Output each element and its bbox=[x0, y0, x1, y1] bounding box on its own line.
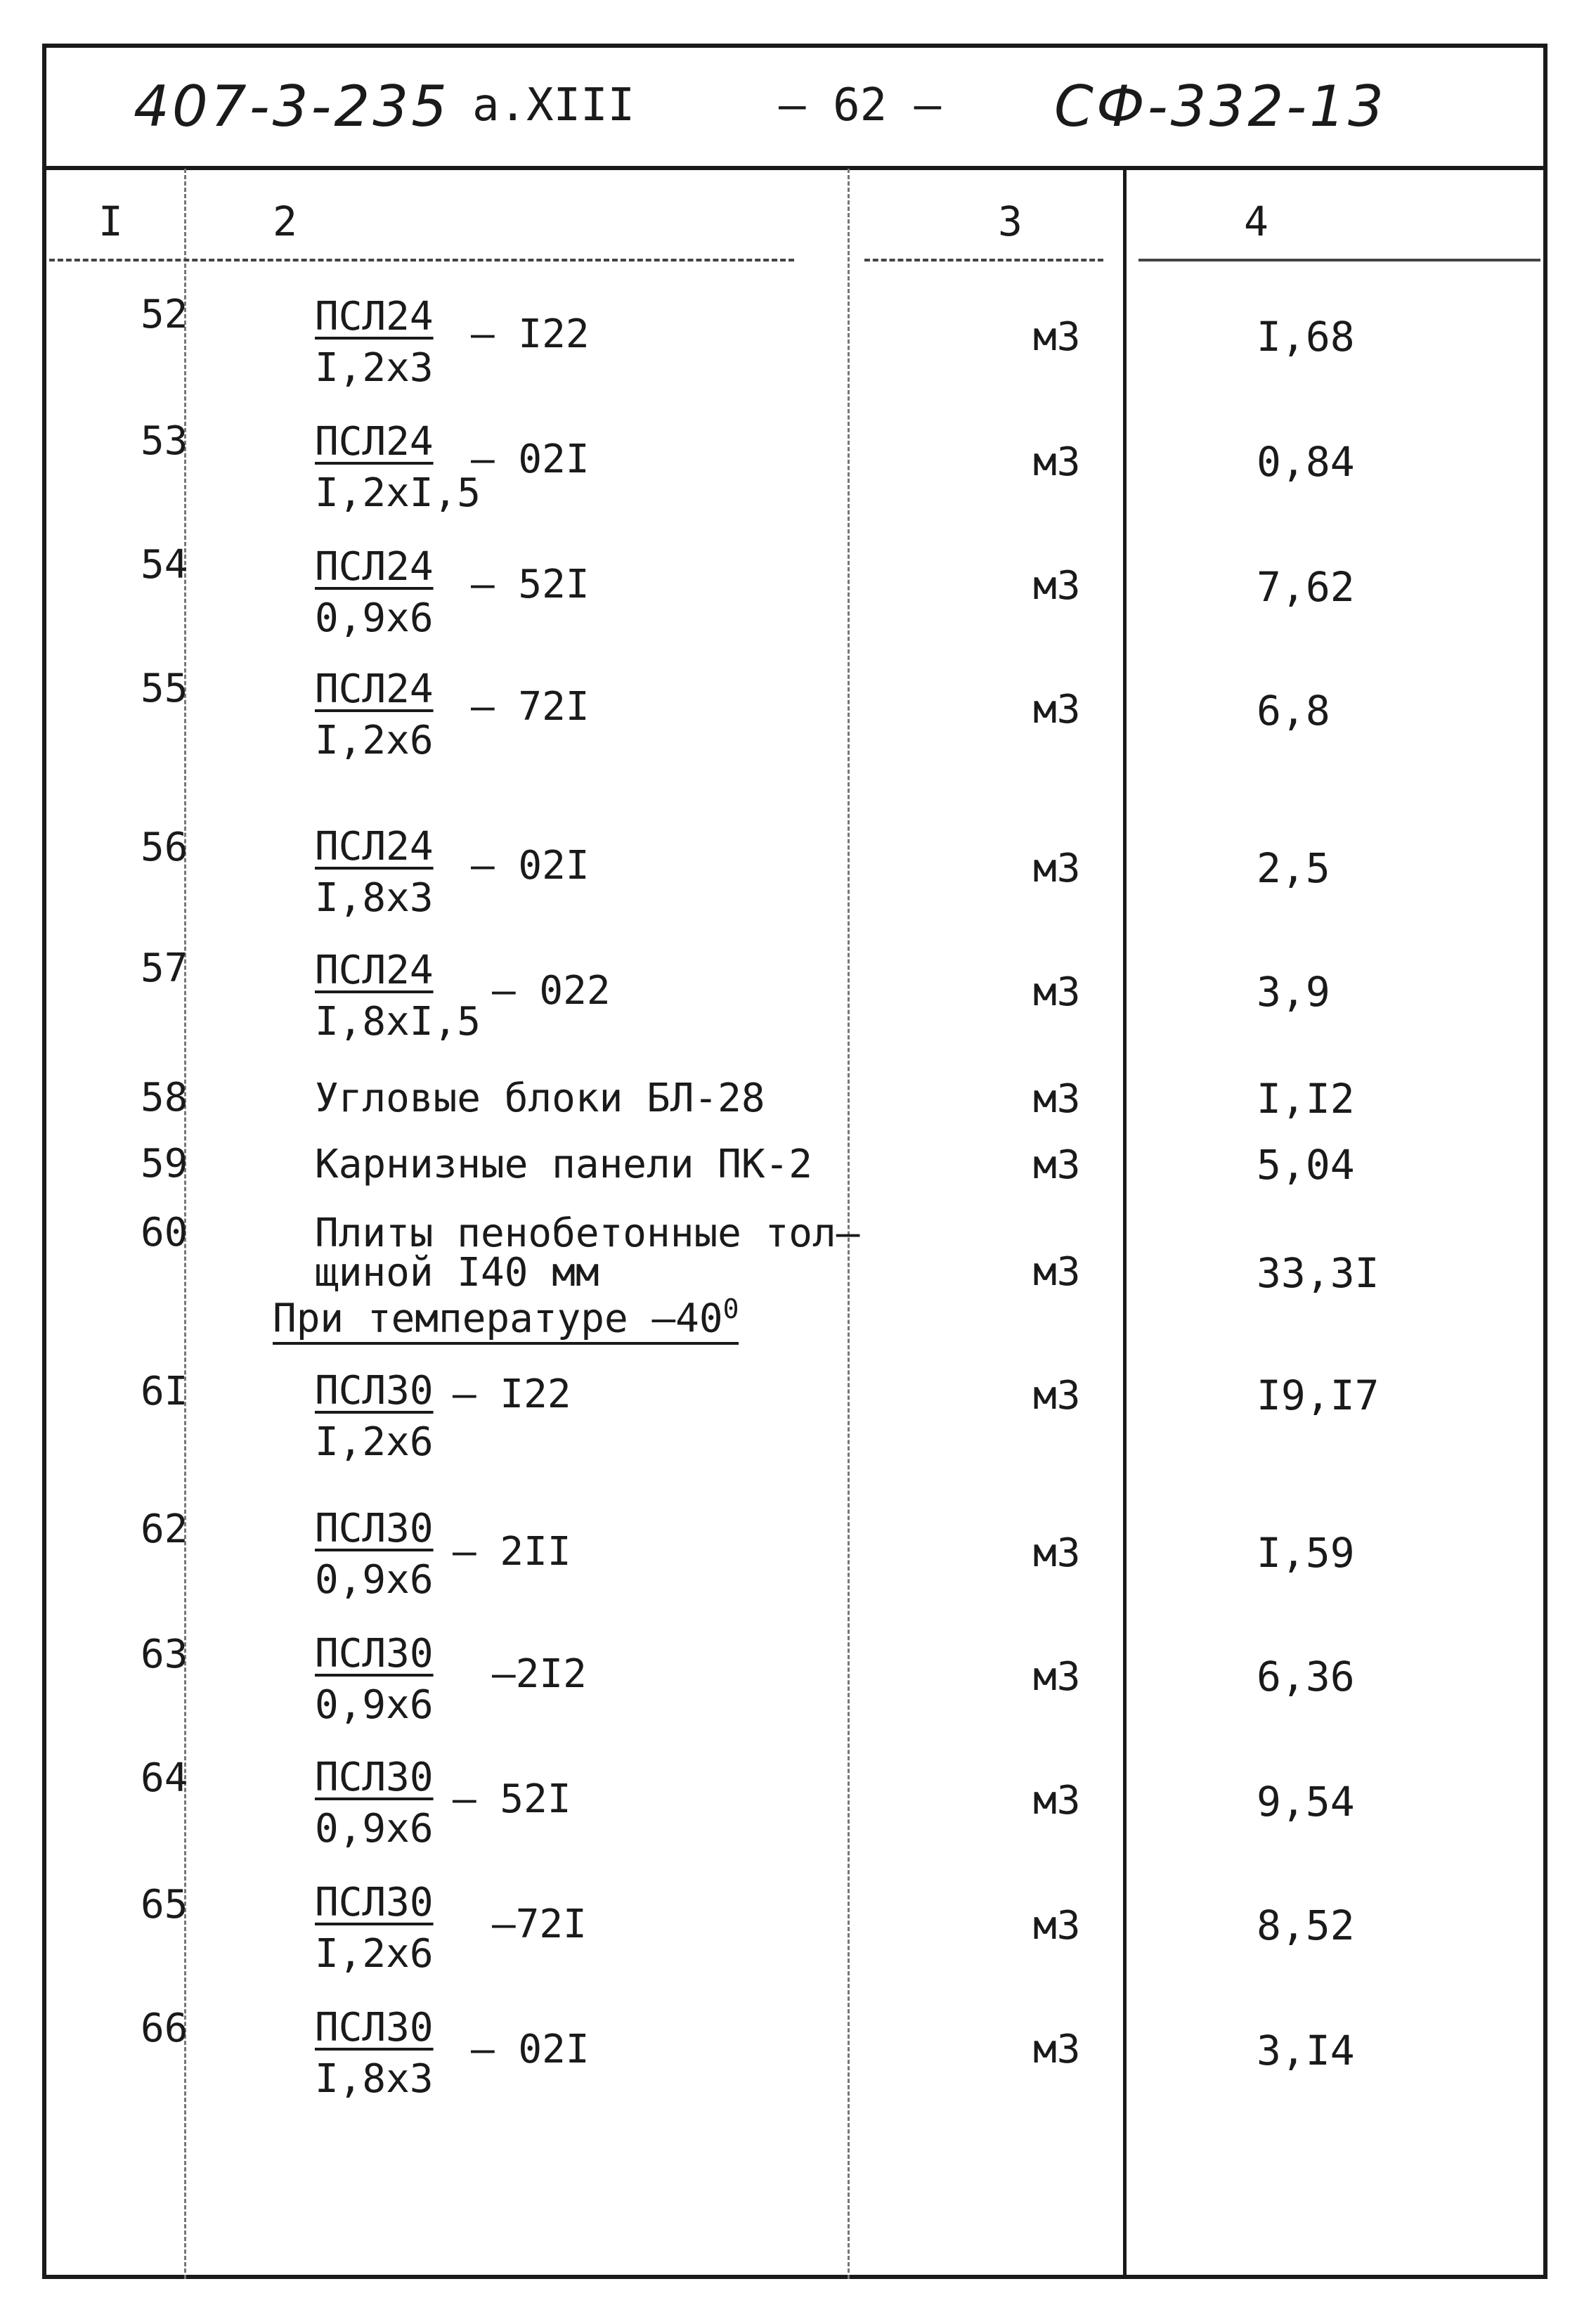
element-name: ПСЛ24 bbox=[315, 666, 434, 712]
element-name: ПСЛ24 bbox=[315, 824, 434, 870]
row-number: 65 bbox=[141, 1882, 188, 1928]
element-designation bbox=[315, 2003, 434, 2104]
element-size: 0,9x6 bbox=[315, 1682, 434, 1729]
element-designation bbox=[315, 1504, 434, 1605]
element-designation bbox=[315, 1753, 434, 1854]
element-name: ПСЛ30 bbox=[315, 1755, 434, 1800]
element-designation bbox=[315, 665, 434, 766]
element-code: – 02I bbox=[471, 437, 590, 482]
unit: м3 bbox=[1033, 1373, 1081, 1419]
element-name: ПСЛ24 bbox=[315, 948, 434, 993]
element-description-line1: Плиты пенобетонные тол– bbox=[315, 1211, 860, 1256]
unit: м3 bbox=[1033, 2027, 1081, 2072]
quantity: I,I2 bbox=[1257, 1075, 1355, 1123]
element-size: I,2x3 bbox=[315, 345, 434, 392]
element-code: –2I2 bbox=[492, 1651, 587, 1697]
unit: м3 bbox=[1033, 1530, 1081, 1576]
element-designation bbox=[315, 418, 481, 518]
unit: м3 bbox=[1033, 1778, 1081, 1823]
element-name: ПСЛ30 bbox=[315, 2005, 434, 2051]
element-designation bbox=[315, 1629, 434, 1730]
quantity: 2,5 bbox=[1257, 844, 1330, 892]
row-number: 63 bbox=[141, 1632, 188, 1677]
row-number: 55 bbox=[141, 666, 188, 711]
column-header-rule-right bbox=[1138, 259, 1540, 262]
element-name: ПСЛ30 bbox=[315, 1631, 434, 1677]
element-code: – 52I bbox=[453, 1776, 571, 1822]
unit: м3 bbox=[1033, 969, 1081, 1015]
section-subheading bbox=[273, 1295, 739, 1345]
element-size: I,2x6 bbox=[315, 1419, 434, 1466]
element-name: ПСЛ24 bbox=[315, 544, 434, 590]
column-header-rule-left bbox=[49, 259, 794, 262]
quantity: 5,04 bbox=[1257, 1141, 1355, 1189]
column-header-rule-mid bbox=[864, 259, 1103, 262]
row-number: 6I bbox=[141, 1369, 188, 1414]
element-designation bbox=[315, 822, 434, 923]
album-label: а.XIII bbox=[472, 79, 635, 131]
row-number: 56 bbox=[141, 825, 188, 870]
element-size: 0,9x6 bbox=[315, 1557, 434, 1603]
quantity: 6,36 bbox=[1257, 1653, 1355, 1700]
unit: м3 bbox=[1033, 1142, 1081, 1188]
doc-code: 407-3-235 bbox=[134, 74, 450, 139]
element-size: I,8x3 bbox=[315, 2056, 434, 2103]
element-description: Карнизные панели ПК-2 bbox=[315, 1142, 813, 1187]
header-separator bbox=[42, 166, 1547, 170]
element-name: ПСЛ24 bbox=[315, 294, 434, 340]
element-size: I,8xI,5 bbox=[315, 999, 481, 1045]
row-number: 62 bbox=[141, 1506, 188, 1552]
element-code: – 022 bbox=[492, 968, 611, 1014]
element-description-line2: щиной I40 мм bbox=[315, 1250, 599, 1296]
quantity: 8,52 bbox=[1257, 1902, 1355, 1949]
row-number: 53 bbox=[141, 418, 188, 464]
element-size: I,2xI,5 bbox=[315, 470, 481, 517]
element-name: ПСЛ30 bbox=[315, 1506, 434, 1551]
unit: м3 bbox=[1033, 1903, 1081, 1949]
quantity: 0,84 bbox=[1257, 438, 1355, 486]
unit: м3 bbox=[1033, 846, 1081, 891]
column-header-2: 2 bbox=[273, 198, 297, 245]
quantity: 3,9 bbox=[1257, 968, 1330, 1016]
element-code: – 02I bbox=[471, 2027, 590, 2072]
element-code: – I22 bbox=[453, 1371, 571, 1417]
quantity: 7,62 bbox=[1257, 563, 1355, 611]
quantity: 9,54 bbox=[1257, 1778, 1355, 1826]
unit: м3 bbox=[1033, 1654, 1081, 1700]
element-designation bbox=[315, 946, 481, 1047]
unit: м3 bbox=[1033, 1076, 1081, 1122]
element-designation bbox=[315, 1878, 434, 1979]
unit: м3 bbox=[1033, 1249, 1081, 1295]
row-number: 52 bbox=[141, 292, 188, 337]
element-designation bbox=[315, 292, 434, 393]
element-description: Угловые блоки БЛ-28 bbox=[315, 1076, 765, 1121]
quantity: 33,3I bbox=[1257, 1249, 1380, 1297]
unit: м3 bbox=[1033, 687, 1081, 732]
row-number: 57 bbox=[141, 945, 188, 991]
element-designation bbox=[315, 543, 434, 643]
quantity: I9,I7 bbox=[1257, 1371, 1380, 1419]
row-number: 54 bbox=[141, 542, 188, 588]
row-number: 59 bbox=[141, 1141, 188, 1187]
unit: м3 bbox=[1033, 314, 1081, 360]
element-name: ПСЛ30 bbox=[315, 1880, 434, 1925]
quantity: 3,I4 bbox=[1257, 2027, 1355, 2074]
element-code: – 72I bbox=[471, 684, 590, 730]
element-size: 0,9x6 bbox=[315, 595, 434, 642]
element-size: 0,9x6 bbox=[315, 1806, 434, 1852]
column-header-3: 3 bbox=[998, 198, 1023, 245]
element-code: – 2II bbox=[453, 1529, 571, 1575]
row-number: 58 bbox=[141, 1075, 188, 1121]
row-number: 60 bbox=[141, 1210, 188, 1255]
element-code: –72I bbox=[492, 1902, 587, 1947]
column-header-1: I bbox=[98, 198, 123, 245]
quantity: 6,8 bbox=[1257, 687, 1330, 735]
element-designation bbox=[315, 1367, 434, 1467]
element-name: ПСЛ30 bbox=[315, 1368, 434, 1414]
quantity: I,68 bbox=[1257, 313, 1355, 361]
quantity: I,59 bbox=[1257, 1529, 1355, 1577]
element-code: – I22 bbox=[471, 311, 590, 357]
element-size: I,2x6 bbox=[315, 718, 434, 764]
row-number: 64 bbox=[141, 1755, 188, 1801]
series-code: СФ-332-13 bbox=[1054, 74, 1387, 139]
element-code: – 52I bbox=[471, 562, 590, 607]
degree-superscript: 0 bbox=[722, 1293, 739, 1324]
element-code: – 02I bbox=[471, 843, 590, 889]
element-size: I,2x6 bbox=[315, 1931, 434, 1977]
page-number: – 62 – bbox=[779, 79, 942, 131]
element-name: ПСЛ24 bbox=[315, 419, 434, 465]
column-divider-3 bbox=[1123, 169, 1127, 2279]
unit: м3 bbox=[1033, 563, 1081, 609]
subheading-text: При температуре –40 bbox=[273, 1296, 723, 1342]
element-size: I,8x3 bbox=[315, 875, 434, 922]
column-header-4: 4 bbox=[1244, 198, 1268, 245]
unit: м3 bbox=[1033, 439, 1081, 485]
row-number: 66 bbox=[141, 2006, 188, 2051]
